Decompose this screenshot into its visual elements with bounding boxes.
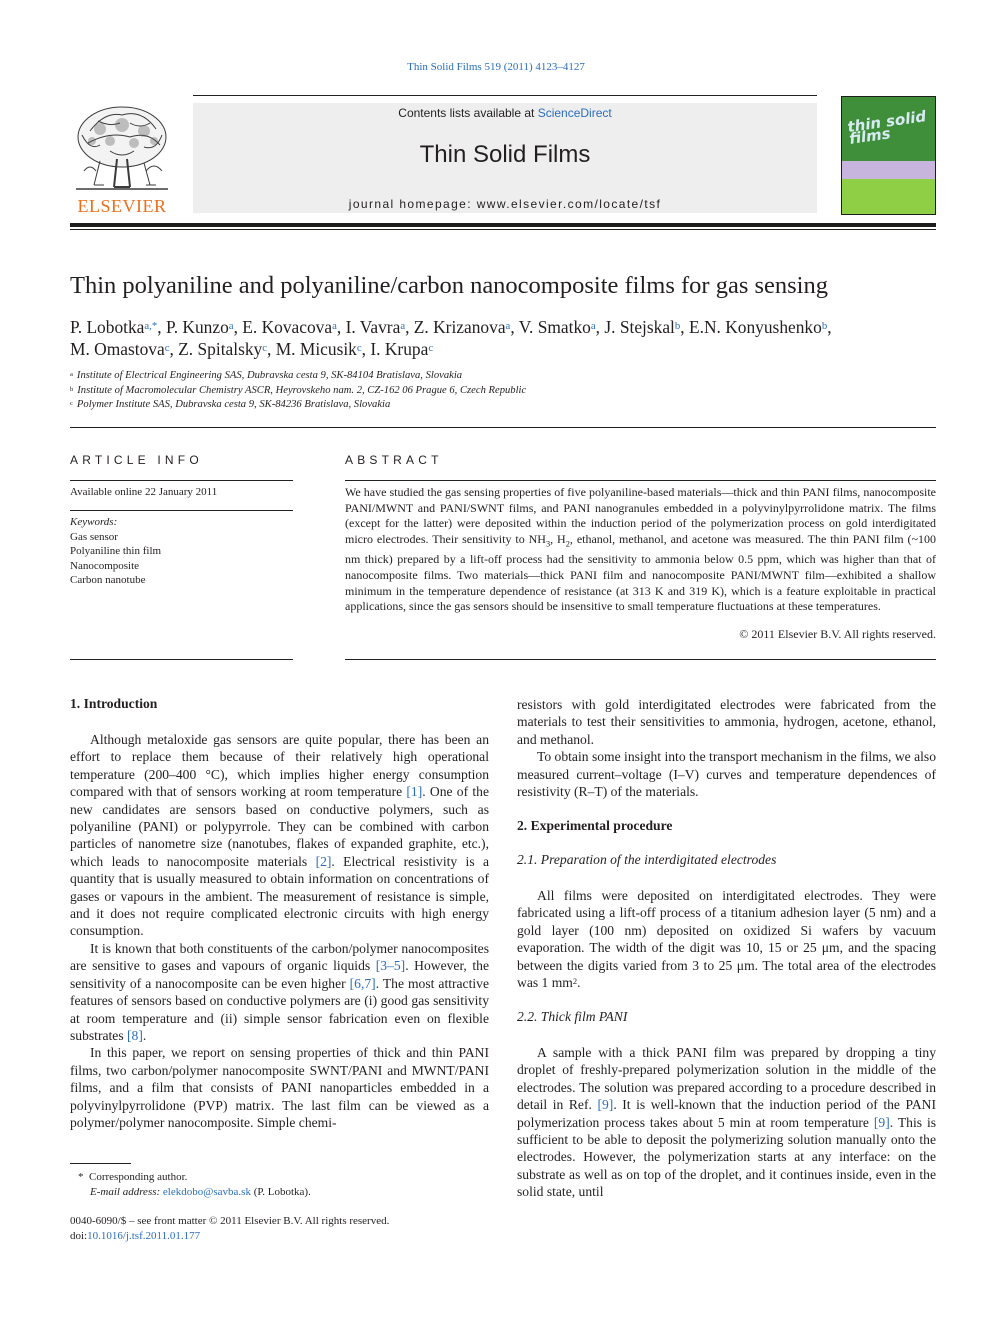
author-list: P. Lobotka$^{a,*}$, P. Kunzo$^a$, E. Kovacova$^a$, I. Vavra$^a$, Z. Krizanova$^a$, V. Smatko$^a$, J. Stejskal$^b$, E.N. Konyushenko$^b$, M. Omastova$^c$, Z. Spitalsky$^c$, M. Micusik$^c$, I. Krupa$^c$ <box>70 317 832 359</box>
author-name[interactable]: M. Omastova <box>70 339 165 359</box>
citation-link[interactable]: [6,7] <box>349 975 376 991</box>
citation-link[interactable]: [2] <box>315 853 332 869</box>
section-heading-introduction: 1. Introduction <box>70 696 158 711</box>
divider <box>70 659 293 660</box>
affiliation-list <box>70 369 936 413</box>
cover-title: thin solid films <box>846 107 928 148</box>
thick-film-body <box>517 1044 936 1201</box>
corresponding-author-footnote: * Corresponding author. E-mail address: elekdobo@savba.sk (P. Lobotka). <box>78 1171 311 1199</box>
author-name[interactable]: Z. Krizanova <box>413 317 506 337</box>
author-name[interactable]: E. Kovacova <box>242 317 333 337</box>
introduction-continued <box>517 696 936 800</box>
affiliation-mark[interactable]: c <box>164 342 170 354</box>
author-name[interactable]: I. Krupa <box>370 339 429 359</box>
divider <box>70 510 293 511</box>
header-thick-rule <box>70 223 936 227</box>
author-name[interactable]: P. Lobotka <box>70 317 145 337</box>
elsevier-wordmark: ELSEVIER <box>77 196 167 216</box>
citation-link[interactable]: [9] <box>873 1114 890 1130</box>
header-thin-rule <box>70 229 936 230</box>
paragraph: Although metaloxide gas sensors are quite popular, there has been an effort to replace them because of their relatively high operational temperature (200–400 °C), which implies higher energy consumption compared with that of sensors working at room temperature [1]. One of the new candidates are sensors based on conductive polymers, such as polyaniline (PANI) or polypyrrole. They can be combined with carbon particles of nanometre size (nanotubes, flakes of expanded graphite, etc.), which leads to nanocomposite materials [2]. Electrical resistivity is a quantity that is usually measured to obtain information on concentrations of gases or vapours in the ambient. The measurement of resistance is simple, and it does not require complicated electronic circuits with high energy consumption. <box>70 732 489 939</box>
keywords-label: Keywords: <box>70 516 118 528</box>
subsection-heading-thick-film: 2.2. Thick film PANI <box>517 1009 628 1024</box>
doi-link[interactable]: 10.1016/j.tsf.2011.01.177 <box>87 1230 201 1243</box>
keyword: Polyaniline thin film <box>70 545 162 558</box>
paragraph: All films were deposited on interdigitated electrodes. They were fabricated using a lift-off process of a titanium adhesion layer (5 nm) and a gold layer (100 nm) deposited on oxidized Si wafers by vacuum evaporation. The width of the digit was 10, 15 or 25 μm, and the spacing between the digits varied from 3 to 25 μm. The total area of the electrodes was 1 $mm^2$. <box>517 888 936 991</box>
affiliation: $^c$ Polymer Institute SAS, Dubravska cesta 9, SK-84236 Bratislava, Slovakia <box>70 399 391 411</box>
citation-link[interactable]: [8] <box>127 1027 143 1043</box>
affiliation-mark[interactable]: b <box>674 320 681 332</box>
journal-cover-image <box>841 96 936 215</box>
issn-line: 0040-6090/$ – see front matter © 2011 Elsevier B.V. All rights reserved. <box>70 1215 390 1227</box>
available-online: Available online 22 January 2011 <box>70 486 218 498</box>
footnote-rule <box>70 1163 131 1164</box>
affiliation: $^b$ Institute of Macromolecular Chemistry ASCR, Heyrovskeho nam. 2, CZ-162 06 Prague 6, Czech Republic <box>70 384 527 396</box>
abstract-text: We have studied the gas sensing properties of five polyaniline-based materials—thick and thin PANI films, nanocomposite PANI/MWNT and PANI/SWNT films, and PANI nanogranules embedded in a polyvinylpyrrolidone matrix. The films (except for the latter) were deposited within the induction period of the polymerization process on gold interdigitated micro electrodes. Their sensitivity to $NH_3$, $H_2$, ethanol, methanol, and acetone was measured. The thin PANI film (~100 nm thick) prepared by a lift-off process had the sensitivity to ammonia below 0.5 ppm, which was higher than that of nanocomposite films. Two materials—thick PANI film and nanocomposite PANI/MWNT film—exhibited a shallow minimum in the temperature dependence of resistance (at 313 K and 319 K), which is a feature exploitable in practical applications, since the gas sensors should be insensitive to small temperature fluctuations at these temperatures. <box>345 485 936 614</box>
author-name[interactable]: J. Stejskal <box>604 317 675 337</box>
author-name[interactable]: P. Kunzo <box>165 317 229 337</box>
journal-title: Thin Solid Films <box>419 141 591 168</box>
journal-reference[interactable]: Thin Solid Films 519 (2011) 4123–4127 <box>407 61 585 73</box>
header-top-rule <box>193 95 817 96</box>
author-name[interactable]: M. Micusik <box>275 339 357 359</box>
electrodes-body <box>517 887 936 991</box>
article-title: Thin polyaniline and polyaniline/carbon nanocomposite films for gas sensing <box>70 272 828 299</box>
affiliation-mark[interactable]: a <box>505 320 511 332</box>
divider <box>70 427 936 428</box>
affiliation-mark[interactable]: a <box>332 320 337 332</box>
affiliation-mark[interactable]: a <box>228 320 234 332</box>
affiliation-mark[interactable]: a <box>400 320 406 332</box>
keyword: Carbon nanotube <box>70 574 146 587</box>
affiliation: $^a$ Institute of Electrical Engineering SAS, Dubravska cesta 9, SK-84104 Bratislava, Slovakia <box>70 370 463 381</box>
paragraph: resistors with gold interdigitated electrodes were fabricated from the materials to test their sensitivities to ammonia, hydrogen, acetone, ethanol, and methanol. <box>517 697 936 747</box>
sciencedirect-link[interactable]: ScienceDirect <box>537 106 612 120</box>
divider <box>345 659 936 660</box>
keyword: Nanocomposite <box>70 559 140 572</box>
article-info-heading: ARTICLE INFO <box>70 453 203 467</box>
paragraph: A sample with a thick PANI film was prepared by dropping a tiny droplet of freshly-prepared polymerization solution in the middle of the electrodes. The solution was prepared according to a procedure described in detail in Ref. [9]. It is well-known that the induction period of the PANI polymerization process takes about 5 min at room temperature [9]. This is sufficient to be able to deposit the polymerizing solution manually onto the electrodes. However, the polymerization starts at any interface: on the substrate as well as on top of the droplet, and it continues inside, even in the solid state, until <box>517 1045 937 1200</box>
citation-link[interactable]: [1] <box>406 784 423 800</box>
contents-line <box>193 106 817 120</box>
section-heading-experimental: 2. Experimental procedure <box>517 818 673 833</box>
author-name[interactable]: V. Smatko <box>518 317 591 337</box>
email-link[interactable]: elekdobo@savba.sk <box>162 1186 251 1199</box>
divider <box>70 480 293 481</box>
front-matter: 0040-6090/$ – see front matter © 2011 Elsevier B.V. All rights reserved. doi:10.1016/j.tsf.2011.01.177 <box>70 1215 390 1243</box>
keyword: Gas sensor <box>70 531 118 543</box>
affiliation-mark[interactable]: c <box>262 342 268 354</box>
paragraph: To obtain some insight into the transport mechanism in the films, we also measured current–voltage (I–V) curves and temperature dependences of resistivity (R–T) of the materials. <box>517 749 936 800</box>
citation-link[interactable]: [3–5] <box>375 958 406 974</box>
keyword-list <box>70 530 161 588</box>
contents-prefix: Contents lists available at <box>398 106 538 120</box>
affiliation-mark[interactable]: c <box>428 342 434 354</box>
affiliation-mark[interactable]: a,* <box>144 320 158 332</box>
divider <box>345 480 936 481</box>
affiliation-mark[interactable]: c <box>356 342 362 354</box>
affiliation-mark[interactable]: a <box>590 320 596 332</box>
paragraph: It is known that both constituents of the carbon/polymer nanocomposites are sensitive to gases and vapours of organic liquids [3–5]. However, the sensitivity of a nanocomposite can be even higher [6,7]. The most attractive features of sensors based on conductive polymers are (i) good gas sensitivity at room temperature and (ii) simple sensor fabrication even on flexible substrates [8]. <box>70 940 489 1043</box>
citation-link[interactable]: [9] <box>597 1097 614 1113</box>
author-name[interactable]: I. Vavra <box>345 317 401 337</box>
abstract-heading: ABSTRACT <box>345 453 443 467</box>
journal-homepage[interactable]: journal homepage: www.elsevier.com/locate/tsf <box>348 197 662 211</box>
subsection-heading-electrodes: 2.1. Preparation of the interdigitated electrodes <box>517 852 777 867</box>
affiliation-mark[interactable]: b <box>821 320 828 332</box>
author-name[interactable]: Z. Spitalsky <box>178 339 263 359</box>
introduction-body <box>70 731 489 1131</box>
abstract-copyright: © 2011 Elsevier B.V. All rights reserved. <box>739 627 936 641</box>
author-name[interactable]: E.N. Konyushenko <box>688 317 822 337</box>
paragraph: In this paper, we report on sensing properties of thick and thin PANI films, two carbon/polymer nanocomposite SWNT/PANI and MWNT/PANI films, and a film that consists of PANI nanoparticles embedded in a polyvinylpyrrolidone (PVP) matrix. The last film can be viewed as a polymer/polymer nanocomposite. Simple chemi- <box>70 1045 489 1130</box>
elsevier-tree-icon <box>70 101 174 195</box>
